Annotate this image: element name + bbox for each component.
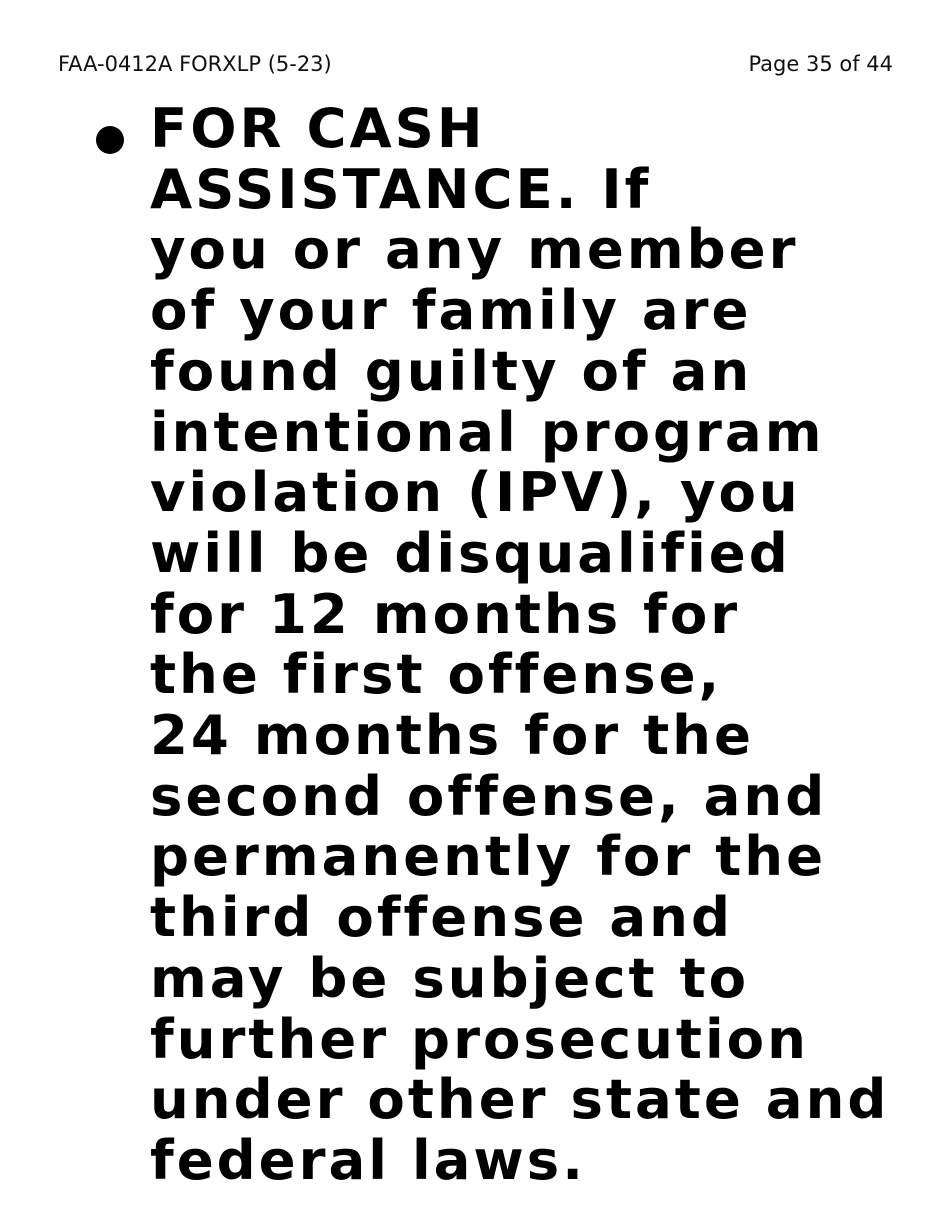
text-line: intentional program — [150, 399, 825, 464]
bullet-text — [150, 98, 889, 1191]
text-line: federal laws. — [150, 1127, 586, 1192]
text-line: may be subject to — [150, 945, 750, 1010]
bullet-icon — [96, 126, 124, 154]
text-line: violation (IPV), you — [150, 460, 801, 525]
text-line: further prosecution — [150, 1006, 809, 1071]
text-line: FOR CASH — [150, 96, 486, 160]
text-line: of your family are — [150, 278, 752, 343]
page-header — [58, 50, 893, 78]
text-line: you or any member — [150, 217, 799, 282]
text-line: third offense and — [150, 885, 733, 950]
text-line: found guilty of an — [150, 338, 753, 403]
text-line: under other state and — [150, 1067, 890, 1132]
form-id: FAA-0412A FORXLP (5-23) — [58, 52, 332, 76]
text-line: will be disqualified — [150, 520, 791, 585]
text-line: for 12 months for — [150, 581, 741, 646]
text-line: ASSISTANCE. If — [150, 156, 652, 221]
page-number: Page 35 of 44 — [748, 52, 893, 76]
text-line: 24 months for the — [150, 703, 754, 768]
text-line: second offense, and — [150, 763, 828, 828]
text-line: permanently for the — [150, 824, 827, 889]
text-line: the first offense, — [150, 642, 723, 707]
